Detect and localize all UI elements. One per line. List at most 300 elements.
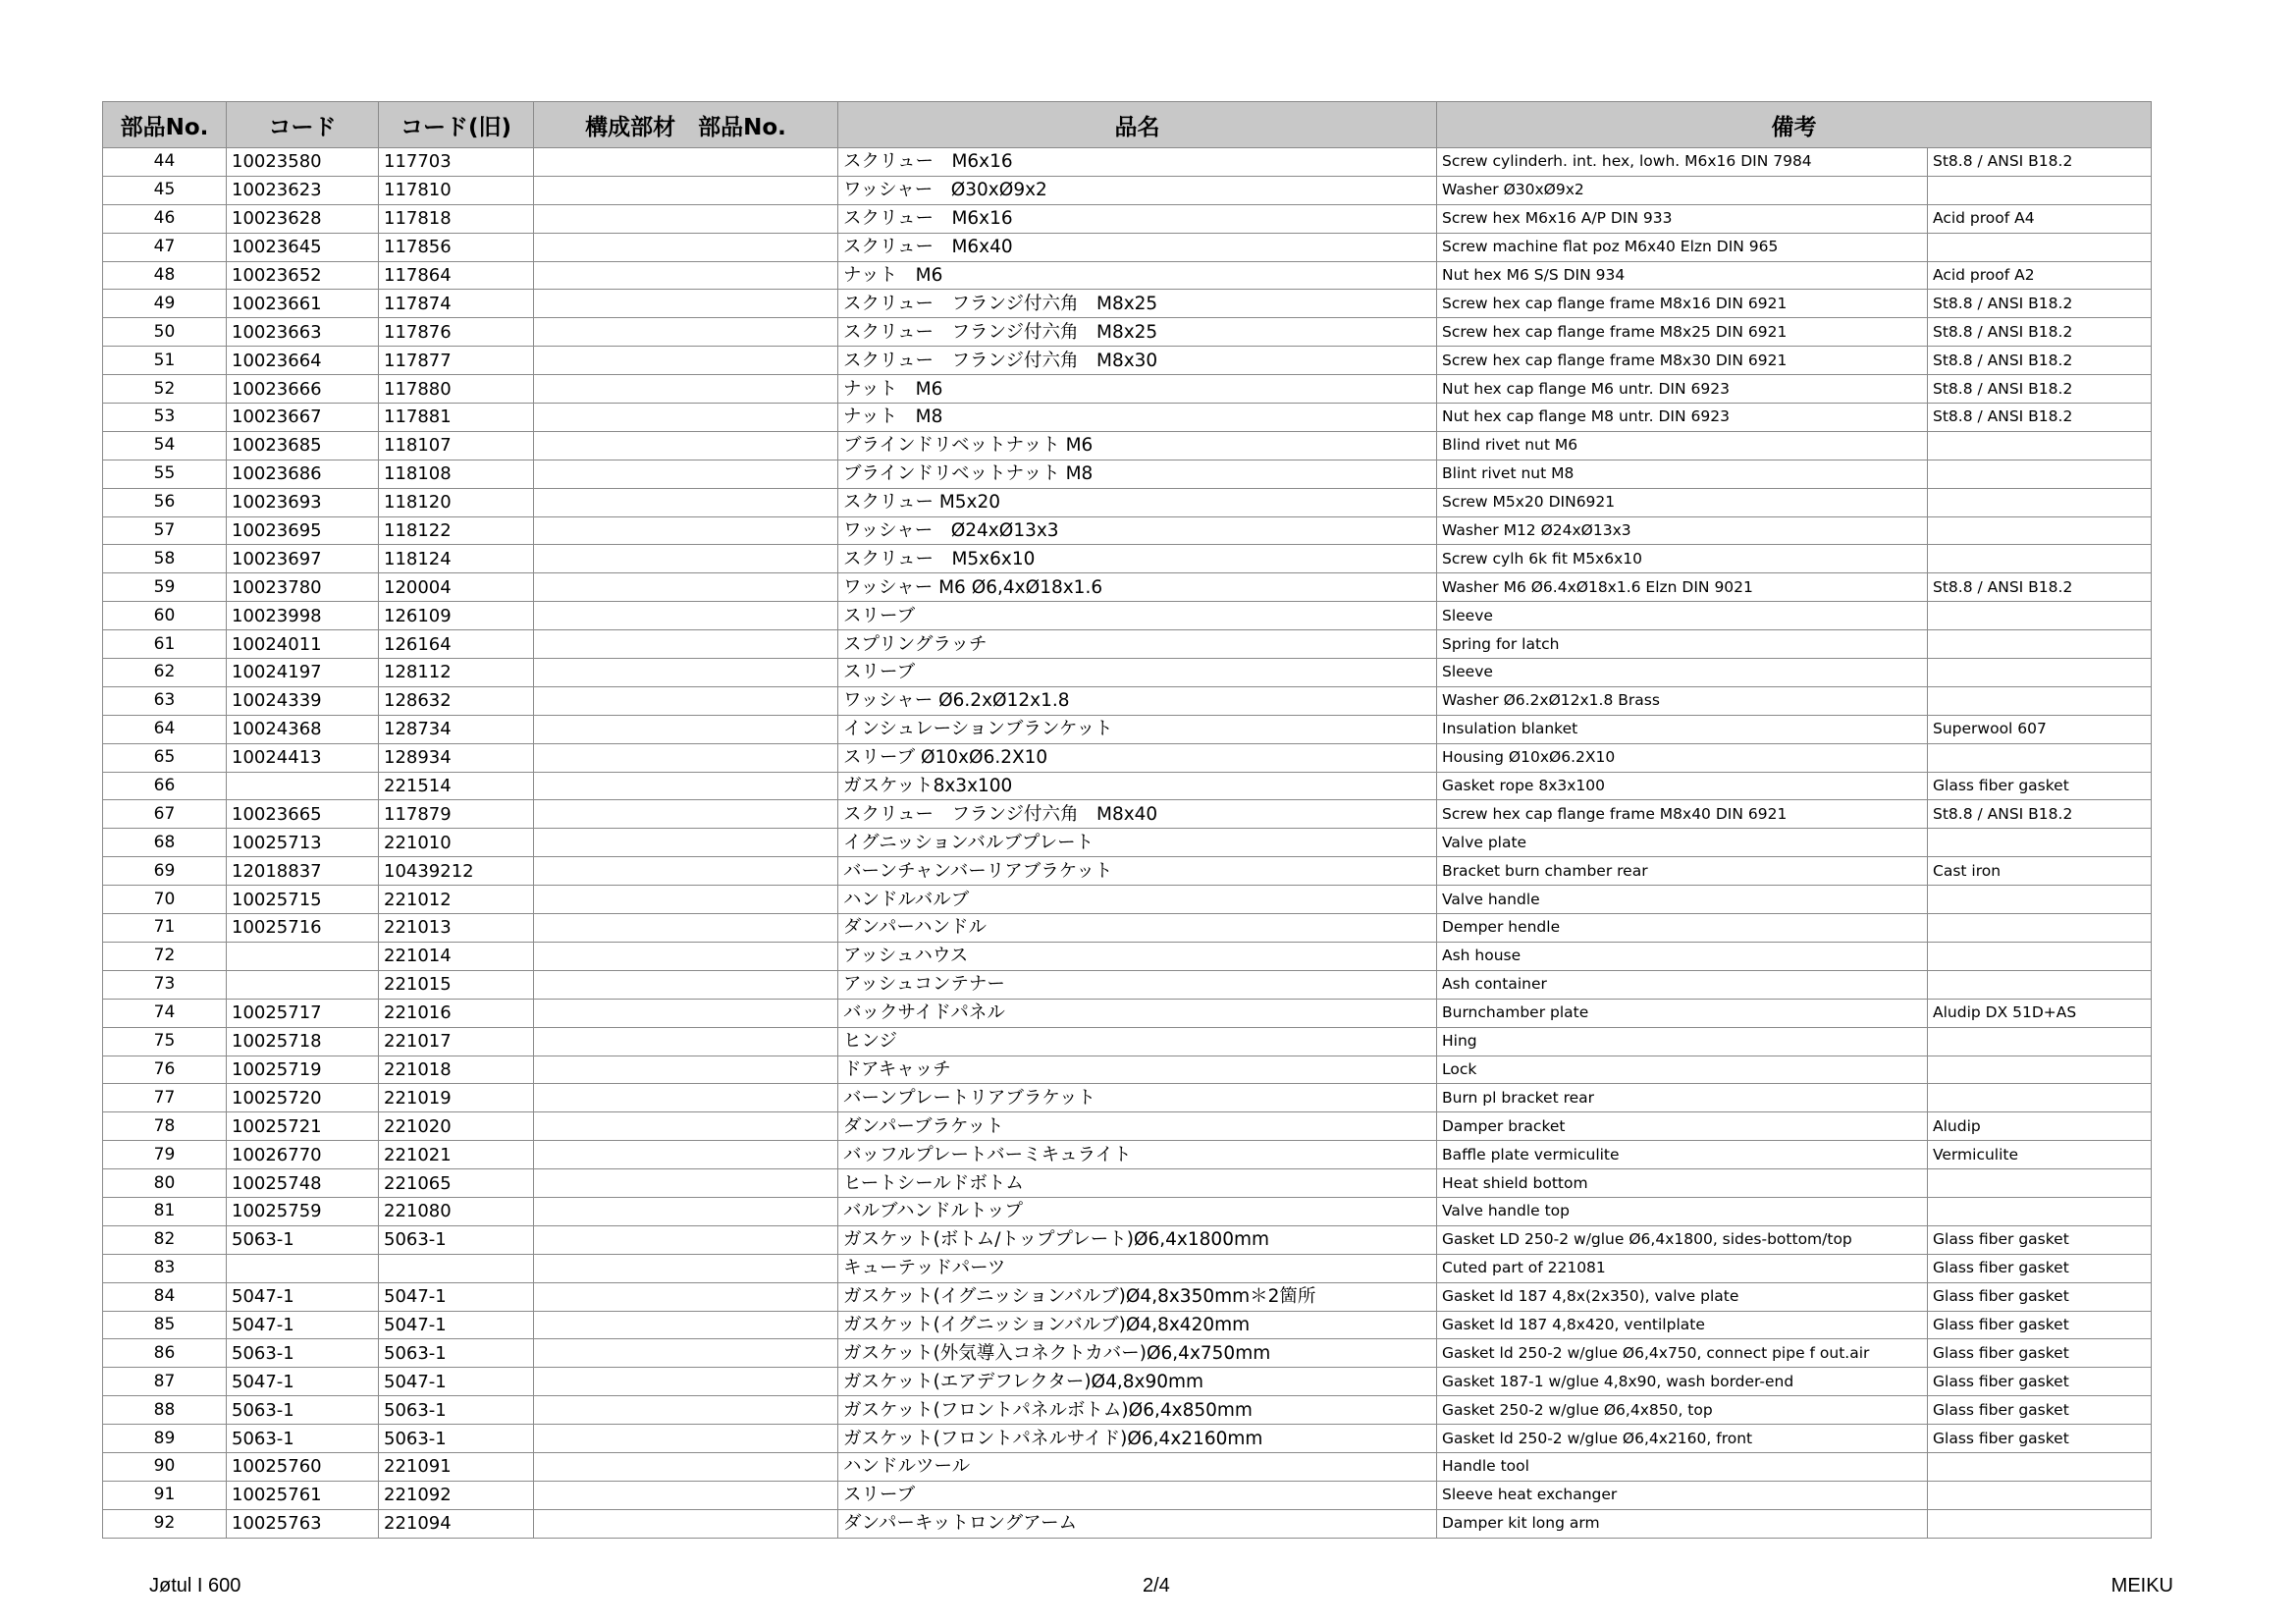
cell-name: スクリュー M6x16	[838, 148, 1437, 177]
cell-name: ワッシャー M6 Ø6,4xØ18x1.6	[838, 573, 1437, 602]
cell-code: 10025761	[227, 1481, 379, 1509]
cell-description: Screw cylinderh. int. hex, lowh. M6x16 DIN 7984	[1437, 148, 1928, 177]
cell-name: スクリュー M5x20	[838, 488, 1437, 516]
cell-code: 5063-1	[227, 1225, 379, 1254]
cell-code	[227, 942, 379, 970]
cell-part-no: 84	[103, 1282, 227, 1311]
cell-part-no: 88	[103, 1396, 227, 1425]
cell-component	[534, 886, 838, 914]
cell-name: バルブハンドルトップ	[838, 1197, 1437, 1225]
table-row	[103, 715, 2152, 743]
cell-description: Housing Ø10xØ6.2X10	[1437, 743, 1928, 772]
cell-code-old: 118122	[379, 516, 534, 545]
cell-name: ダンパーハンドル	[838, 914, 1437, 943]
cell-remark: Aludip	[1928, 1112, 2152, 1141]
cell-code-old: 221020	[379, 1112, 534, 1141]
cell-component	[534, 176, 838, 204]
cell-name: スリーブ	[838, 659, 1437, 687]
cell-code: 10025721	[227, 1112, 379, 1141]
cell-name: ワッシャー Ø6.2xØ12x1.8	[838, 686, 1437, 715]
cell-part-no: 49	[103, 290, 227, 318]
cell-remark	[1928, 1056, 2152, 1084]
cell-remark	[1928, 516, 2152, 545]
table-row	[103, 1254, 2152, 1282]
cell-part-no: 60	[103, 602, 227, 630]
cell-code: 10023645	[227, 233, 379, 261]
cell-remark: Glass fiber gasket	[1928, 772, 2152, 800]
cell-code: 10024011	[227, 630, 379, 659]
cell-part-no: 57	[103, 516, 227, 545]
cell-component	[534, 1311, 838, 1339]
cell-component	[534, 743, 838, 772]
cell-part-no: 50	[103, 318, 227, 347]
table-row	[103, 630, 2152, 659]
cell-component	[534, 1141, 838, 1169]
cell-code-old	[379, 1254, 534, 1282]
cell-part-no: 66	[103, 772, 227, 800]
cell-code: 10023685	[227, 431, 379, 460]
cell-name: インシュレーションブランケット	[838, 715, 1437, 743]
cell-code: 10023664	[227, 347, 379, 375]
cell-component	[534, 659, 838, 687]
table-row	[103, 970, 2152, 999]
cell-name: ガスケット8x3x100	[838, 772, 1437, 800]
cell-name: キューテッドパーツ	[838, 1254, 1437, 1282]
cell-description: Gasket 187-1 w/glue 4,8x90, wash border-end	[1437, 1368, 1928, 1396]
cell-remark	[1928, 743, 2152, 772]
cell-description: Damper kit long arm	[1437, 1509, 1928, 1538]
table-row	[103, 1084, 2152, 1112]
cell-remark: Acid proof A2	[1928, 261, 2152, 290]
cell-component	[534, 630, 838, 659]
cell-description: Cuted part of 221081	[1437, 1254, 1928, 1282]
cell-component	[534, 233, 838, 261]
table-row	[103, 233, 2152, 261]
cell-code: 10025716	[227, 914, 379, 943]
table-row	[103, 573, 2152, 602]
cell-name: ガスケット(フロントパネルサイド)Ø6,4x2160mm	[838, 1425, 1437, 1453]
cell-description: Blind rivet nut M6	[1437, 431, 1928, 460]
cell-component	[534, 1481, 838, 1509]
table-row	[103, 772, 2152, 800]
cell-description: Spring for latch	[1437, 630, 1928, 659]
cell-remark: Glass fiber gasket	[1928, 1311, 2152, 1339]
cell-description: Screw cylh 6k fit M5x6x10	[1437, 545, 1928, 573]
cell-code-old: 128632	[379, 686, 534, 715]
cell-code: 10025763	[227, 1509, 379, 1538]
cell-component	[534, 204, 838, 233]
cell-component	[534, 999, 838, 1027]
cell-description: Gasket LD 250-2 w/glue Ø6,4x1800, sides-bottom/top	[1437, 1225, 1928, 1254]
cell-description: Ash house	[1437, 942, 1928, 970]
cell-code-old: 221080	[379, 1197, 534, 1225]
cell-part-no: 55	[103, 460, 227, 488]
cell-remark	[1928, 488, 2152, 516]
table-row	[103, 686, 2152, 715]
cell-name: ガスケット(イグニッションバルブ)Ø4,8x350mm＊2箇所	[838, 1282, 1437, 1311]
cell-code: 10023623	[227, 176, 379, 204]
cell-remark: St8.8 / ANSI B18.2	[1928, 290, 2152, 318]
cell-code-old: 5063-1	[379, 1425, 534, 1453]
cell-component	[534, 1169, 838, 1198]
header-row	[103, 102, 2152, 148]
cell-part-no: 47	[103, 233, 227, 261]
table-row	[103, 1509, 2152, 1538]
cell-code-old: 221092	[379, 1481, 534, 1509]
cell-description: Ash container	[1437, 970, 1928, 999]
cell-name: ブラインドリベットナット M6	[838, 431, 1437, 460]
cell-part-no: 69	[103, 857, 227, 886]
cell-part-no: 89	[103, 1425, 227, 1453]
cell-description: Valve handle	[1437, 886, 1928, 914]
cell-description: Screw machine flat poz M6x40 Elzn DIN 965	[1437, 233, 1928, 261]
cell-component	[534, 715, 838, 743]
cell-component	[534, 1339, 838, 1368]
cell-component	[534, 686, 838, 715]
cell-description: Sleeve heat exchanger	[1437, 1481, 1928, 1509]
cell-code	[227, 1254, 379, 1282]
cell-name: ナット M6	[838, 261, 1437, 290]
cell-name: スクリュー フランジ付六角 M8x30	[838, 347, 1437, 375]
cell-component	[534, 857, 838, 886]
cell-code: 5063-1	[227, 1396, 379, 1425]
cell-remark	[1928, 545, 2152, 573]
table-row	[103, 602, 2152, 630]
cell-part-no: 78	[103, 1112, 227, 1141]
table-row	[103, 1169, 2152, 1198]
cell-code-old: 10439212	[379, 857, 534, 886]
table-row	[103, 148, 2152, 177]
cell-part-no: 82	[103, 1225, 227, 1254]
cell-part-no: 58	[103, 545, 227, 573]
cell-code	[227, 970, 379, 999]
table-row	[103, 1112, 2152, 1141]
cell-remark: St8.8 / ANSI B18.2	[1928, 148, 2152, 177]
cell-component	[534, 942, 838, 970]
cell-component	[534, 829, 838, 857]
cell-code: 10025719	[227, 1056, 379, 1084]
cell-remark	[1928, 1481, 2152, 1509]
table-row	[103, 545, 2152, 573]
cell-part-no: 92	[103, 1509, 227, 1538]
cell-remark	[1928, 1197, 2152, 1225]
table-row	[103, 1311, 2152, 1339]
header-code-old: コード(旧)	[379, 102, 534, 148]
cell-code-old: 118107	[379, 431, 534, 460]
cell-remark: Vermiculite	[1928, 1141, 2152, 1169]
cell-code: 10023686	[227, 460, 379, 488]
cell-code-old: 117877	[379, 347, 534, 375]
cell-description: Insulation blanket	[1437, 715, 1928, 743]
cell-code: 10023661	[227, 290, 379, 318]
cell-code: 10023666	[227, 375, 379, 404]
cell-part-no: 79	[103, 1141, 227, 1169]
cell-name: ガスケット(イグニッションバルブ)Ø4,8x420mm	[838, 1311, 1437, 1339]
cell-code: 10026770	[227, 1141, 379, 1169]
cell-code: 12018837	[227, 857, 379, 886]
cell-code-old: 117880	[379, 375, 534, 404]
cell-code: 10025720	[227, 1084, 379, 1112]
cell-name: ドアキャッチ	[838, 1056, 1437, 1084]
cell-name: スクリュー フランジ付六角 M8x25	[838, 318, 1437, 347]
cell-code-old: 118120	[379, 488, 534, 516]
cell-remark	[1928, 970, 2152, 999]
cell-remark	[1928, 914, 2152, 943]
cell-code: 10024368	[227, 715, 379, 743]
cell-part-no: 83	[103, 1254, 227, 1282]
cell-name: ワッシャー Ø24xØ13x3	[838, 516, 1437, 545]
cell-description: Gasket ld 187 4,8x420, ventilplate	[1437, 1311, 1928, 1339]
cell-code: 10023697	[227, 545, 379, 573]
cell-component	[534, 1425, 838, 1453]
cell-description: Washer Ø6.2xØ12x1.8 Brass	[1437, 686, 1928, 715]
cell-name: イグニッションバルブプレート	[838, 829, 1437, 857]
cell-component	[534, 1368, 838, 1396]
table-row	[103, 1425, 2152, 1453]
cell-remark: St8.8 / ANSI B18.2	[1928, 347, 2152, 375]
cell-name: スクリュー M6x40	[838, 233, 1437, 261]
cell-code-old: 5047-1	[379, 1311, 534, 1339]
cell-code-old: 118108	[379, 460, 534, 488]
cell-name: バッフルプレートバーミキュライト	[838, 1141, 1437, 1169]
cell-component	[534, 1396, 838, 1425]
cell-component	[534, 1027, 838, 1056]
parts-list-table	[102, 101, 2152, 1539]
cell-description: Nut hex cap flange M8 untr. DIN 6923	[1437, 404, 1928, 432]
cell-component	[534, 431, 838, 460]
cell-code-old: 117856	[379, 233, 534, 261]
cell-code-old: 126109	[379, 602, 534, 630]
cell-remark	[1928, 630, 2152, 659]
cell-remark: St8.8 / ANSI B18.2	[1928, 375, 2152, 404]
cell-name: ダンパーキットロングアーム	[838, 1509, 1437, 1538]
cell-component	[534, 318, 838, 347]
cell-code-old: 120004	[379, 573, 534, 602]
cell-description: Valve handle top	[1437, 1197, 1928, 1225]
header-part-no: 部品No.	[103, 102, 227, 148]
cell-code: 10023628	[227, 204, 379, 233]
cell-component	[534, 1509, 838, 1538]
cell-code: 10023665	[227, 800, 379, 829]
cell-component	[534, 800, 838, 829]
cell-part-no: 70	[103, 886, 227, 914]
cell-part-no: 46	[103, 204, 227, 233]
table-row	[103, 1452, 2152, 1481]
cell-description: Sleeve	[1437, 659, 1928, 687]
cell-name: アッシュハウス	[838, 942, 1437, 970]
cell-remark	[1928, 431, 2152, 460]
cell-code-old: 128734	[379, 715, 534, 743]
cell-name: スクリュー M6x16	[838, 204, 1437, 233]
header-component: 構成部材 部品No.	[534, 102, 838, 148]
cell-code: 5047-1	[227, 1311, 379, 1339]
cell-part-no: 85	[103, 1311, 227, 1339]
cell-component	[534, 460, 838, 488]
table-row	[103, 659, 2152, 687]
cell-remark	[1928, 1027, 2152, 1056]
cell-name: ガスケット(外気導入コネクトカバー)Ø6,4x750mm	[838, 1339, 1437, 1368]
footer-company: MEIKU	[2110, 1575, 2173, 1597]
cell-component	[534, 148, 838, 177]
cell-code-old: 117876	[379, 318, 534, 347]
cell-code: 10023580	[227, 148, 379, 177]
cell-code-old: 221015	[379, 970, 534, 999]
cell-part-no: 44	[103, 148, 227, 177]
cell-part-no: 68	[103, 829, 227, 857]
cell-part-no: 52	[103, 375, 227, 404]
cell-description: Heat shield bottom	[1437, 1169, 1928, 1198]
cell-remark: Glass fiber gasket	[1928, 1396, 2152, 1425]
cell-code-old: 221017	[379, 1027, 534, 1056]
table-row	[103, 1481, 2152, 1509]
cell-component	[534, 1225, 838, 1254]
cell-code-old: 221094	[379, 1509, 534, 1538]
table-row	[103, 800, 2152, 829]
cell-code-old: 221014	[379, 942, 534, 970]
cell-name: スクリュー M5x6x10	[838, 545, 1437, 573]
cell-code-old: 117864	[379, 261, 534, 290]
cell-code-old: 5063-1	[379, 1339, 534, 1368]
cell-name: ナット M6	[838, 375, 1437, 404]
cell-name: ナット M8	[838, 404, 1437, 432]
table-row	[103, 1141, 2152, 1169]
cell-code: 10024413	[227, 743, 379, 772]
table-row	[103, 1197, 2152, 1225]
cell-name: ガスケット(エアデフレクター)Ø4,8x90mm	[838, 1368, 1437, 1396]
cell-code-old: 221018	[379, 1056, 534, 1084]
table-row	[103, 1282, 2152, 1311]
footer-product: Jøtul I 600	[149, 1575, 241, 1597]
cell-remark	[1928, 1084, 2152, 1112]
cell-part-no: 65	[103, 743, 227, 772]
cell-code-old: 221010	[379, 829, 534, 857]
cell-part-no: 56	[103, 488, 227, 516]
cell-name: スリーブ	[838, 1481, 1437, 1509]
table-row	[103, 942, 2152, 970]
cell-component	[534, 1112, 838, 1141]
cell-description: Washer M6 Ø6.4xØ18x1.6 Elzn DIN 9021	[1437, 573, 1928, 602]
cell-part-no: 76	[103, 1056, 227, 1084]
table-row	[103, 460, 2152, 488]
table-row	[103, 488, 2152, 516]
cell-part-no: 59	[103, 573, 227, 602]
cell-description: Gasket 250-2 w/glue Ø6,4x850, top	[1437, 1396, 1928, 1425]
cell-code: 5063-1	[227, 1425, 379, 1453]
cell-code-old: 221012	[379, 886, 534, 914]
cell-description: Gasket ld 187 4,8x(2x350), valve plate	[1437, 1282, 1928, 1311]
parts-list-table-container	[102, 101, 2151, 1539]
cell-code-old: 117881	[379, 404, 534, 432]
cell-part-no: 64	[103, 715, 227, 743]
cell-name: ハンドルツール	[838, 1452, 1437, 1481]
cell-component	[534, 914, 838, 943]
table-row	[103, 516, 2152, 545]
cell-code: 10024339	[227, 686, 379, 715]
cell-part-no: 53	[103, 404, 227, 432]
cell-part-no: 86	[103, 1339, 227, 1368]
cell-part-no: 81	[103, 1197, 227, 1225]
cell-code-old: 221019	[379, 1084, 534, 1112]
cell-description: Washer Ø30xØ9x2	[1437, 176, 1928, 204]
cell-remark: Aludip DX 51D+AS	[1928, 999, 2152, 1027]
table-row	[103, 886, 2152, 914]
cell-name: バーンチャンバーリアブラケット	[838, 857, 1437, 886]
cell-component	[534, 1282, 838, 1311]
cell-remark	[1928, 942, 2152, 970]
cell-code: 10025717	[227, 999, 379, 1027]
cell-component	[534, 772, 838, 800]
table-row	[103, 914, 2152, 943]
cell-part-no: 75	[103, 1027, 227, 1056]
cell-component	[534, 1084, 838, 1112]
table-row	[103, 347, 2152, 375]
cell-component	[534, 347, 838, 375]
cell-part-no: 54	[103, 431, 227, 460]
cell-code: 10023667	[227, 404, 379, 432]
cell-component	[534, 404, 838, 432]
cell-remark: St8.8 / ANSI B18.2	[1928, 573, 2152, 602]
table-row	[103, 829, 2152, 857]
table-body	[103, 148, 2152, 1539]
cell-part-no: 74	[103, 999, 227, 1027]
cell-code: 5047-1	[227, 1368, 379, 1396]
cell-code: 5063-1	[227, 1339, 379, 1368]
cell-code-old: 221021	[379, 1141, 534, 1169]
cell-remark	[1928, 1452, 2152, 1481]
cell-code: 10025748	[227, 1169, 379, 1198]
cell-remark	[1928, 659, 2152, 687]
cell-description: Demper hendle	[1437, 914, 1928, 943]
cell-code: 10025718	[227, 1027, 379, 1056]
cell-part-no: 63	[103, 686, 227, 715]
cell-remark: Glass fiber gasket	[1928, 1368, 2152, 1396]
cell-part-no: 67	[103, 800, 227, 829]
cell-code-old: 221065	[379, 1169, 534, 1198]
cell-code: 10023693	[227, 488, 379, 516]
cell-component	[534, 488, 838, 516]
table-row	[103, 1339, 2152, 1368]
cell-remark: St8.8 / ANSI B18.2	[1928, 800, 2152, 829]
cell-code-old: 5063-1	[379, 1225, 534, 1254]
cell-part-no: 51	[103, 347, 227, 375]
cell-remark: Glass fiber gasket	[1928, 1282, 2152, 1311]
table-row	[103, 1056, 2152, 1084]
cell-description: Handle tool	[1437, 1452, 1928, 1481]
table-row	[103, 743, 2152, 772]
cell-name: ガスケット(ボトム/トッププレート)Ø6,4x1800mm	[838, 1225, 1437, 1254]
cell-code: 10023695	[227, 516, 379, 545]
table-row	[103, 431, 2152, 460]
cell-name: バックサイドパネル	[838, 999, 1437, 1027]
cell-description: Screw hex cap flange frame M8x16 DIN 6921	[1437, 290, 1928, 318]
table-row	[103, 999, 2152, 1027]
footer-page-number: 2/4	[1143, 1575, 1170, 1597]
cell-code-old: 128934	[379, 743, 534, 772]
cell-code: 5047-1	[227, 1282, 379, 1311]
cell-name: ガスケット(フロントパネルボトム)Ø6,4x850mm	[838, 1396, 1437, 1425]
cell-part-no: 77	[103, 1084, 227, 1112]
cell-code-old: 5063-1	[379, 1396, 534, 1425]
cell-code-old: 5047-1	[379, 1368, 534, 1396]
cell-code-old: 117874	[379, 290, 534, 318]
table-row	[103, 1225, 2152, 1254]
cell-component	[534, 1254, 838, 1282]
cell-description: Burn pl bracket rear	[1437, 1084, 1928, 1112]
table-row	[103, 857, 2152, 886]
cell-name: スリーブ	[838, 602, 1437, 630]
table-row	[103, 261, 2152, 290]
cell-name: アッシュコンテナー	[838, 970, 1437, 999]
